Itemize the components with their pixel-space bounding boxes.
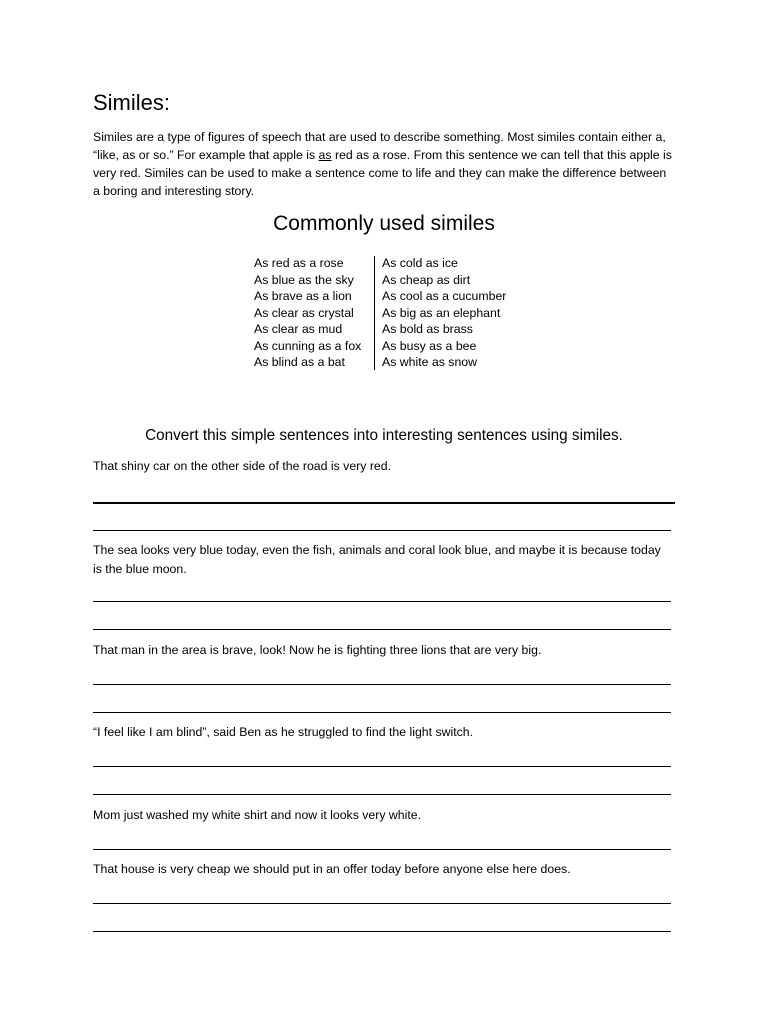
simile-item: As big as an elephant	[382, 305, 501, 320]
simile-item: As busy as a bee	[382, 338, 477, 353]
page-title: Similes:	[93, 90, 171, 115]
simile-item: As cunning as a fox	[254, 338, 362, 353]
exercise-prompt-3: That man in the area is brave, look! Now he is fighting three lions that are very big.	[93, 643, 542, 657]
answer-line[interactable]	[93, 794, 671, 795]
simile-item: As cool as a cucumber	[382, 289, 507, 303]
simile-item: As cheap as dirt	[382, 272, 471, 287]
simile-item: As cold as ice	[382, 256, 458, 270]
answer-line[interactable]	[93, 601, 671, 602]
intro-text-part-1: Similes are a type of figures of speech that are used to describe something. Most similes contain either a, “like, as or so.” For example that apple is	[93, 130, 666, 162]
intro-paragraph	[93, 128, 673, 200]
simile-table	[254, 255, 506, 371]
simile-item: As blind as a bat	[254, 355, 345, 369]
simile-item: As blue as the sky	[254, 272, 354, 287]
exercise-instructions: Convert this simple sentences into interesting sentences using similes.	[145, 427, 623, 444]
similes-heading: Commonly used similes	[273, 212, 495, 235]
answer-line[interactable]	[93, 712, 671, 713]
answer-line[interactable]	[93, 931, 671, 932]
exercise-prompt-2: The sea looks very blue today, even the fish, animals and coral look blue, and maybe it is because today is the blue moon.	[93, 543, 661, 576]
simile-item: As white as snow	[382, 355, 478, 369]
simile-item: As brave as a lion	[254, 289, 352, 303]
answer-line[interactable]	[93, 903, 671, 904]
answer-line[interactable]	[93, 530, 671, 531]
exercise-prompt-1: That shiny car on the other side of the road is very red.	[93, 459, 392, 473]
answer-line[interactable]	[93, 684, 671, 685]
simile-column-left	[254, 255, 374, 371]
simile-item: As clear as crystal	[254, 305, 354, 320]
simile-item: As red as a rose	[254, 256, 344, 270]
exercise-prompt-6: That house is very cheap we should put in an offer today before anyone else here does.	[93, 862, 571, 876]
intro-text-part-2: red as a rose. From this sentence we can tell that this apple is very red. Similes can be used to make a sentence come to life and they can make the difference between a boring and interesting story.	[93, 148, 672, 198]
intro-underlined-word: as	[318, 148, 332, 162]
simile-item: As bold as brass	[382, 322, 473, 336]
answer-line[interactable]	[93, 766, 671, 767]
exercise-prompt-5: Mom just washed my white shirt and now it looks very white.	[93, 808, 422, 822]
answer-line[interactable]	[93, 849, 671, 850]
answer-line[interactable]	[93, 502, 675, 504]
answer-line[interactable]	[93, 629, 671, 630]
simile-item: As clear as mud	[254, 322, 343, 336]
simile-column-right	[375, 255, 506, 371]
exercise-prompt-4: “I feel like I am blind”, said Ben as he struggled to find the light switch.	[93, 725, 474, 739]
